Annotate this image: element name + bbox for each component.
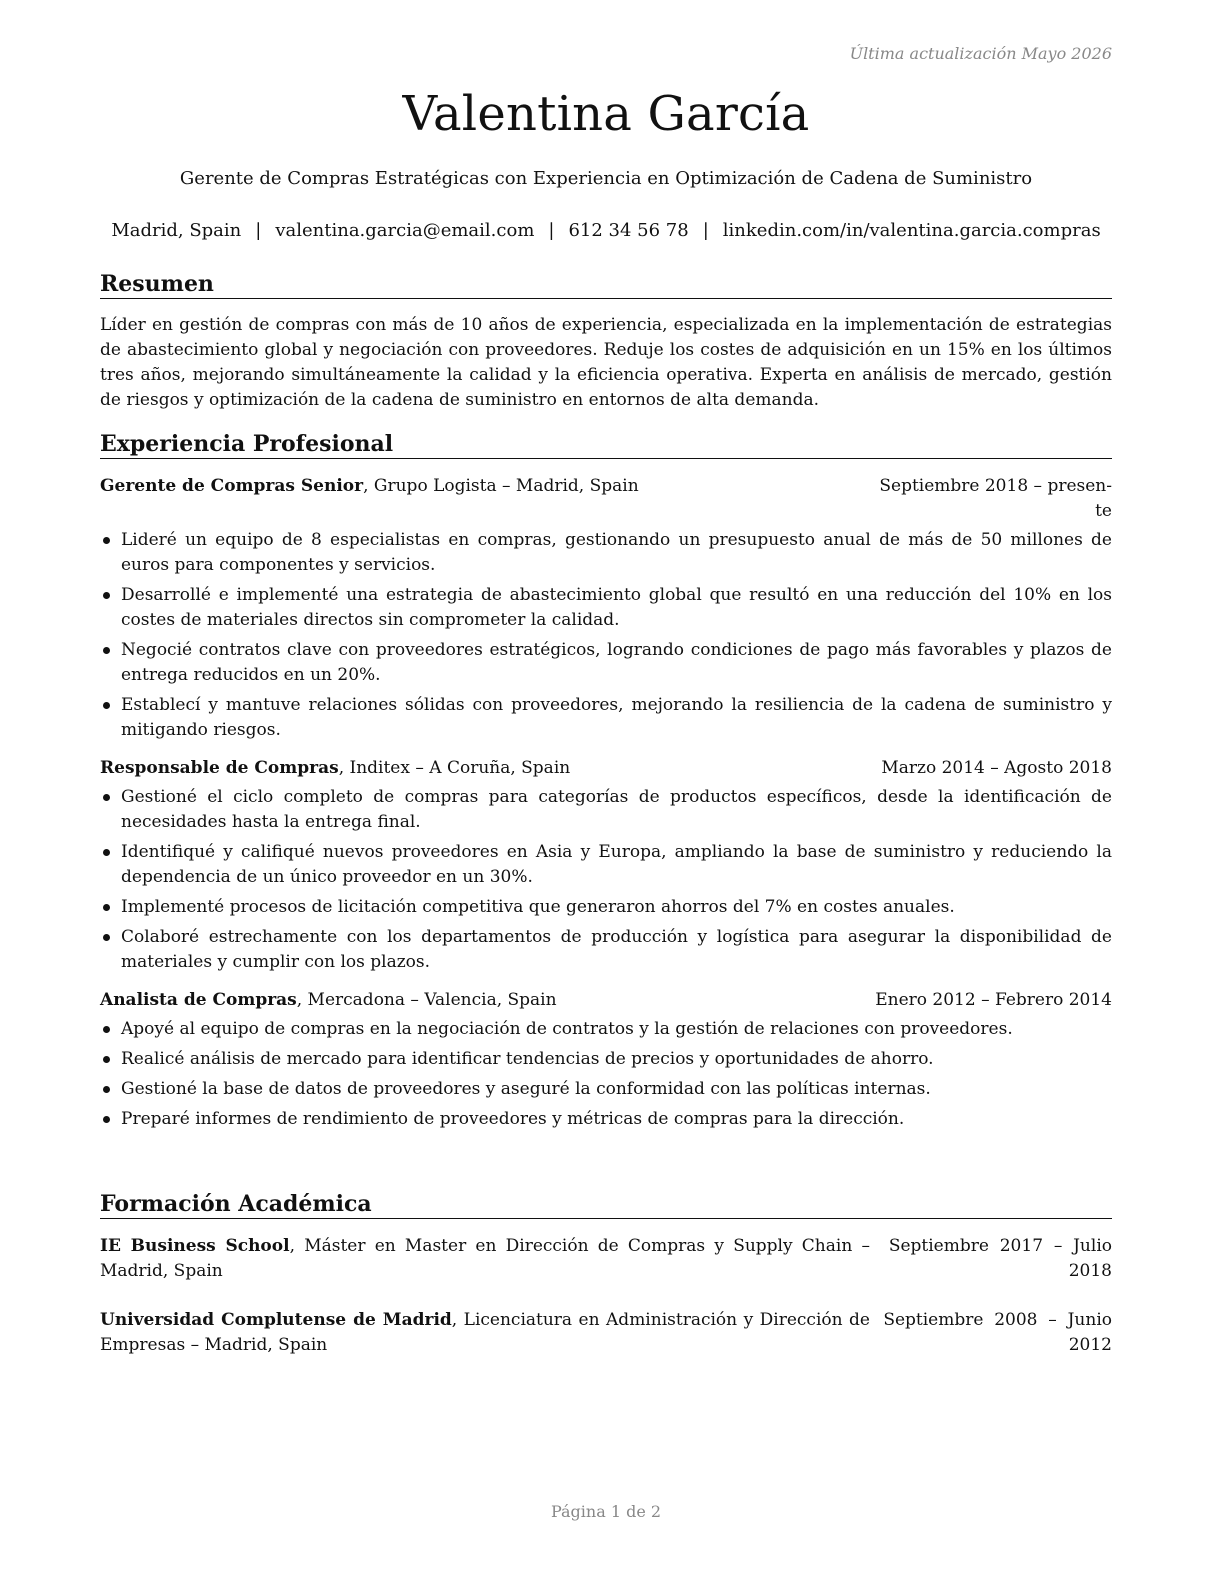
- education-dates-line: Septiembre 2017 – Julio: [888, 1236, 1112, 1256]
- bullet-text: Preparé informes de rendimiento de proveedores y métricas de compras para la dirección.: [121, 1109, 905, 1129]
- job-title-line: [100, 988, 557, 1013]
- bullet-text: Identifiqué y califiqué nuevos proveedores en Asia y Europa, ampliando la base de suministro y reduciendo la dependencia de un único proveedor en un 30%.: [121, 842, 1112, 887]
- education-section: [100, 1190, 1112, 1358]
- bullet-text: Apoyé al equipo de compras en la negociación de contratos y la gestión de relaciones con proveedores.: [121, 1019, 1013, 1039]
- section-title-summary: Resumen: [100, 270, 1112, 299]
- bullet-dot-icon: [103, 702, 110, 709]
- bullet-text: Gestioné la base de datos de proveedores y aseguré la conformidad con las políticas internas.: [121, 1079, 931, 1099]
- candidate-headline: Gerente de Compras Estratégicas con Experiencia en Optimización de Cadena de Suministro: [179, 168, 1033, 189]
- bullet-dot-icon: [103, 647, 110, 654]
- education-degree: , Licenciatura en Administración y Dirección de Empresas – Madrid, Spain: [100, 1310, 870, 1355]
- job-role: Gerente de Compras Senior: [100, 476, 364, 496]
- bullet-text: Desarrollé e implementé una estrategia de abastecimiento global que resultó en una reducción del 10% en los costes de materiales directos sin comprometer la calidad.: [121, 585, 1112, 630]
- bullet-text: Gestioné el ciclo completo de compras para categorías de productos específicos, desde la identificación de necesidades hasta la entrega final.: [121, 787, 1112, 832]
- bullet-item: [100, 638, 1112, 688]
- bullet-item: [100, 1107, 1112, 1132]
- job-entry: [100, 474, 1112, 743]
- bullet-dot-icon: [103, 849, 110, 856]
- job-dates: [881, 756, 1112, 781]
- bullet-item: [100, 1017, 1112, 1042]
- education-degree: , Máster en Master en Dirección de Compras y Supply Chain – Madrid, Spain: [100, 1236, 870, 1281]
- bullet-dot-icon: [103, 794, 110, 801]
- bullet-item: [100, 1047, 1112, 1072]
- bullet-item: [100, 785, 1112, 835]
- job-company: , Grupo Logista – Madrid, Spain: [363, 476, 639, 496]
- bullet-dot-icon: [103, 1056, 110, 1063]
- bullet-text: Establecí y mantuve relaciones sólidas con proveedores, mejorando la resiliencia de la cadena de suministro y mitigando riesgos.: [121, 695, 1112, 740]
- job-role: Responsable de Compras: [100, 758, 339, 778]
- job-dates-line: Marzo 2014 – Agosto 2018: [881, 758, 1112, 778]
- experience-section: [100, 430, 1112, 1137]
- education-dates: [872, 1234, 1112, 1284]
- contact-location: Madrid, Spain: [111, 220, 242, 241]
- education-dates-line: 2012: [1068, 1335, 1112, 1355]
- contact-email[interactable]: valentina.garcia@email.com: [275, 220, 535, 241]
- job-title-line: [100, 756, 570, 781]
- section-title-experience: Experiencia Profesional: [100, 430, 1112, 459]
- job-dates-line: Enero 2012 – Febrero 2014: [875, 990, 1112, 1010]
- education-text: [100, 1308, 870, 1358]
- education-school: Universidad Complutense de Madrid: [100, 1310, 452, 1330]
- education-dates-line: 2018: [1068, 1261, 1112, 1281]
- bullet-dot-icon: [103, 592, 110, 599]
- contact-separator: |: [548, 220, 555, 241]
- bullet-dot-icon: [103, 537, 110, 544]
- page-number: Página 1 de 2: [550, 1502, 662, 1521]
- job-header: [100, 988, 1112, 1013]
- bullet-dot-icon: [103, 904, 110, 911]
- contact-separator: |: [255, 220, 262, 241]
- bullet-text: Negocié contratos clave con proveedores estratégicos, logrando condiciones de pago más favorables y plazos de entrega reducidos en un 20%.: [121, 640, 1112, 685]
- education-entry: [100, 1308, 1112, 1358]
- bullet-text: Realicé análisis de mercado para identificar tendencias de precios y oportunidades de ahorro.: [121, 1049, 934, 1069]
- bullet-item: [100, 925, 1112, 975]
- bullet-item: [100, 583, 1112, 633]
- bullet-text: Lideré un equipo de 8 especialistas en compras, gestionando un presupuesto anual de más de 50 millones de euros para componentes y servicios.: [121, 530, 1112, 575]
- resume-page: [100, 0, 1112, 1584]
- contact-linkedin[interactable]: linkedin.com/in/valentina.garcia.compras: [722, 220, 1101, 241]
- summary-text: Líder en gestión de compras con más de 10 años de experiencia, especializada en la implementación de estrategias de abastecimiento global y negociación con proveedores. Reduje los costes de adquisición en un 15% en los últimos tres años, mejorando simultáneamente la calidad y la eficiencia operativa. Experta en análisis de mercado, gestión de riesgos y optimización de la cadena de suministro en entornos de alta demanda.: [100, 315, 1112, 410]
- job-entry: [100, 988, 1112, 1132]
- job-header: [100, 474, 1112, 524]
- job-dates-line: te: [1095, 501, 1112, 521]
- job-dates: [879, 474, 1112, 524]
- summary-section: [100, 270, 1112, 413]
- bullet-dot-icon: [103, 1116, 110, 1123]
- candidate-name: Valentina García: [402, 86, 810, 142]
- last-updated: Última actualización Mayo 2026: [849, 44, 1112, 63]
- job-entry: [100, 756, 1112, 975]
- education-text: [100, 1234, 870, 1284]
- bullet-item: [100, 895, 1112, 920]
- education-dates: [872, 1308, 1112, 1358]
- bullet-text: Implementé procesos de licitación competitiva que generaron ahorros del 7% en costes anuales.: [121, 897, 955, 917]
- bullet-dot-icon: [103, 1086, 110, 1093]
- job-company: , Inditex – A Coruña, Spain: [338, 758, 571, 778]
- bullet-item: [100, 528, 1112, 578]
- job-bullets: [100, 785, 1112, 975]
- contact-line: [100, 220, 1112, 241]
- bullet-text: Colaboré estrechamente con los departamentos de producción y logística para asegurar la disponibilidad de materiales y cumplir con los plazos.: [121, 927, 1112, 972]
- job-title-line: [100, 474, 639, 524]
- job-dates-line: Septiembre 2018 – presen-: [879, 476, 1112, 496]
- contact-phone: 612 34 56 78: [568, 220, 689, 241]
- bullet-dot-icon: [103, 1026, 110, 1033]
- section-title-education: Formación Académica: [100, 1190, 1112, 1219]
- bullet-item: [100, 693, 1112, 743]
- job-dates: [875, 988, 1112, 1013]
- job-bullets: [100, 1017, 1112, 1132]
- job-header: [100, 756, 1112, 781]
- contact-separator: |: [702, 220, 709, 241]
- bullet-item: [100, 1077, 1112, 1102]
- education-school: IE Business School: [100, 1236, 290, 1256]
- bullet-dot-icon: [103, 934, 110, 941]
- bullet-item: [100, 840, 1112, 890]
- education-entry: [100, 1234, 1112, 1284]
- job-company: , Mercadona – Valencia, Spain: [296, 990, 557, 1010]
- job-bullets: [100, 528, 1112, 743]
- education-dates-line: Septiembre 2008 – Junio: [883, 1310, 1112, 1330]
- job-role: Analista de Compras: [100, 990, 297, 1010]
